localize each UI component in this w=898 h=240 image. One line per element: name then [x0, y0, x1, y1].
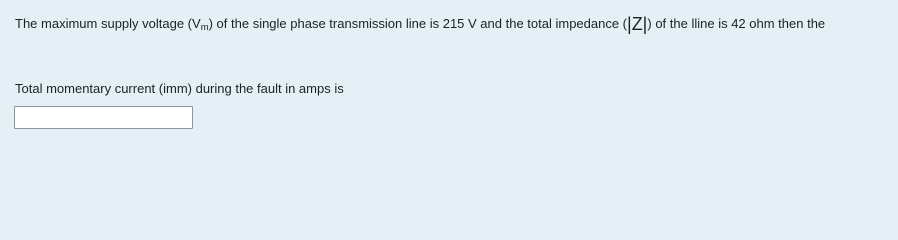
question-text-part3: ) of the lline is 42 ohm then the	[647, 16, 826, 31]
vm-subscript: m	[200, 22, 209, 33]
question-text-part2: ) of the single phase transmission line is 215 V and the total impedance (	[208, 16, 628, 31]
impedance-symbol: |Z|	[627, 14, 648, 34]
answer-prompt-label: Total momentary current (imm) during the fault in amps is	[15, 81, 344, 96]
question-text	[15, 13, 885, 34]
question-text-part1: The maximum supply voltage (V	[15, 16, 201, 31]
answer-input[interactable]	[14, 106, 193, 129]
